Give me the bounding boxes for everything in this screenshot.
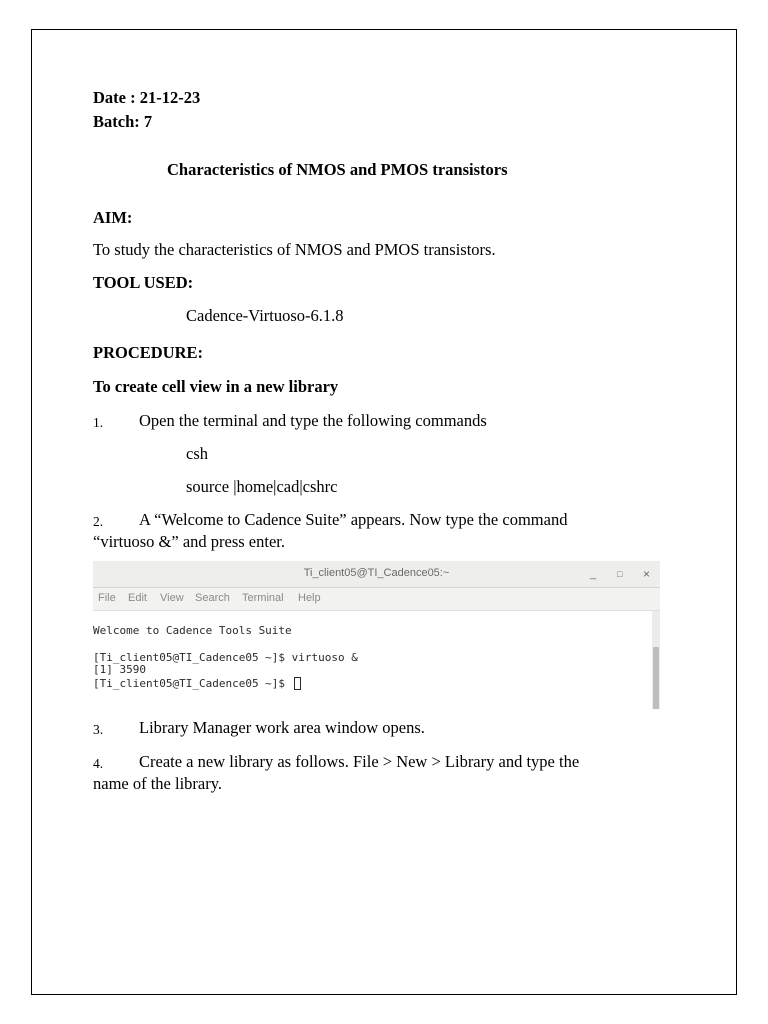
step-3-number: 3. (93, 722, 104, 737)
step-4-number: 4. (93, 756, 104, 771)
terminal-menubar (93, 588, 660, 611)
command-source: source |home|cad|cshrc (186, 477, 338, 496)
step-2-text: A “Welcome to Cadence Suite” appears. Now type the command (139, 510, 568, 529)
procedure-heading: PROCEDURE: (93, 343, 203, 362)
terminal-screenshot (93, 561, 660, 709)
terminal-line-prompt (93, 677, 301, 690)
menu-search[interactable]: Search (195, 592, 230, 604)
menu-file[interactable]: File (98, 592, 116, 604)
terminal-titlebar (93, 561, 660, 588)
terminal-scrollbar[interactable] (652, 611, 660, 709)
step-1-text: Open the terminal and type the following commands (139, 411, 487, 430)
menu-terminal[interactable]: Terminal (242, 592, 284, 604)
terminal-cursor (294, 677, 301, 690)
step-2-number: 2. (93, 514, 104, 529)
terminal-scrollbar-thumb[interactable] (653, 647, 659, 709)
close-icon[interactable]: × (643, 567, 651, 581)
command-csh: csh (186, 444, 208, 463)
document-title: Characteristics of NMOS and PMOS transistors (167, 160, 508, 179)
step-4-text-continued: name of the library. (93, 774, 223, 793)
date-line: Date : 21-12-23 (93, 88, 201, 107)
menu-view[interactable]: View (160, 592, 184, 604)
aim-heading: AIM: (93, 208, 133, 227)
procedure-subheading: To create cell view in a new library (93, 377, 339, 396)
step-2-text-continued: “virtuoso &” and press enter. (93, 532, 285, 551)
minimize-icon[interactable]: _ (590, 568, 597, 580)
terminal-line-job: [1] 3590 (93, 663, 146, 676)
terminal-prompt-text: [Ti_client05@TI_Cadence05 ~]$ (93, 677, 292, 690)
menu-edit[interactable]: Edit (128, 592, 147, 604)
aim-text: To study the characteristics of NMOS and PMOS transistors. (93, 240, 496, 259)
terminal-title: Ti_client05@TI_Cadence05:~ (303, 567, 450, 579)
tool-name: Cadence-Virtuoso-6.1.8 (186, 306, 344, 325)
step-1-number: 1. (93, 415, 104, 430)
terminal-line-command: [Ti_client05@TI_Cadence05 ~]$ virtuoso & (93, 651, 358, 664)
step-4-text: Create a new library as follows. File > New > Library and type the (139, 752, 580, 771)
step-3-text: Library Manager work area window opens. (139, 718, 425, 737)
menu-help[interactable]: Help (298, 592, 321, 604)
batch-line: Batch: 7 (93, 112, 153, 131)
maximize-icon[interactable]: □ (617, 569, 623, 579)
terminal-line-welcome: Welcome to Cadence Tools Suite (93, 624, 292, 637)
tool-heading: TOOL USED: (93, 273, 194, 292)
